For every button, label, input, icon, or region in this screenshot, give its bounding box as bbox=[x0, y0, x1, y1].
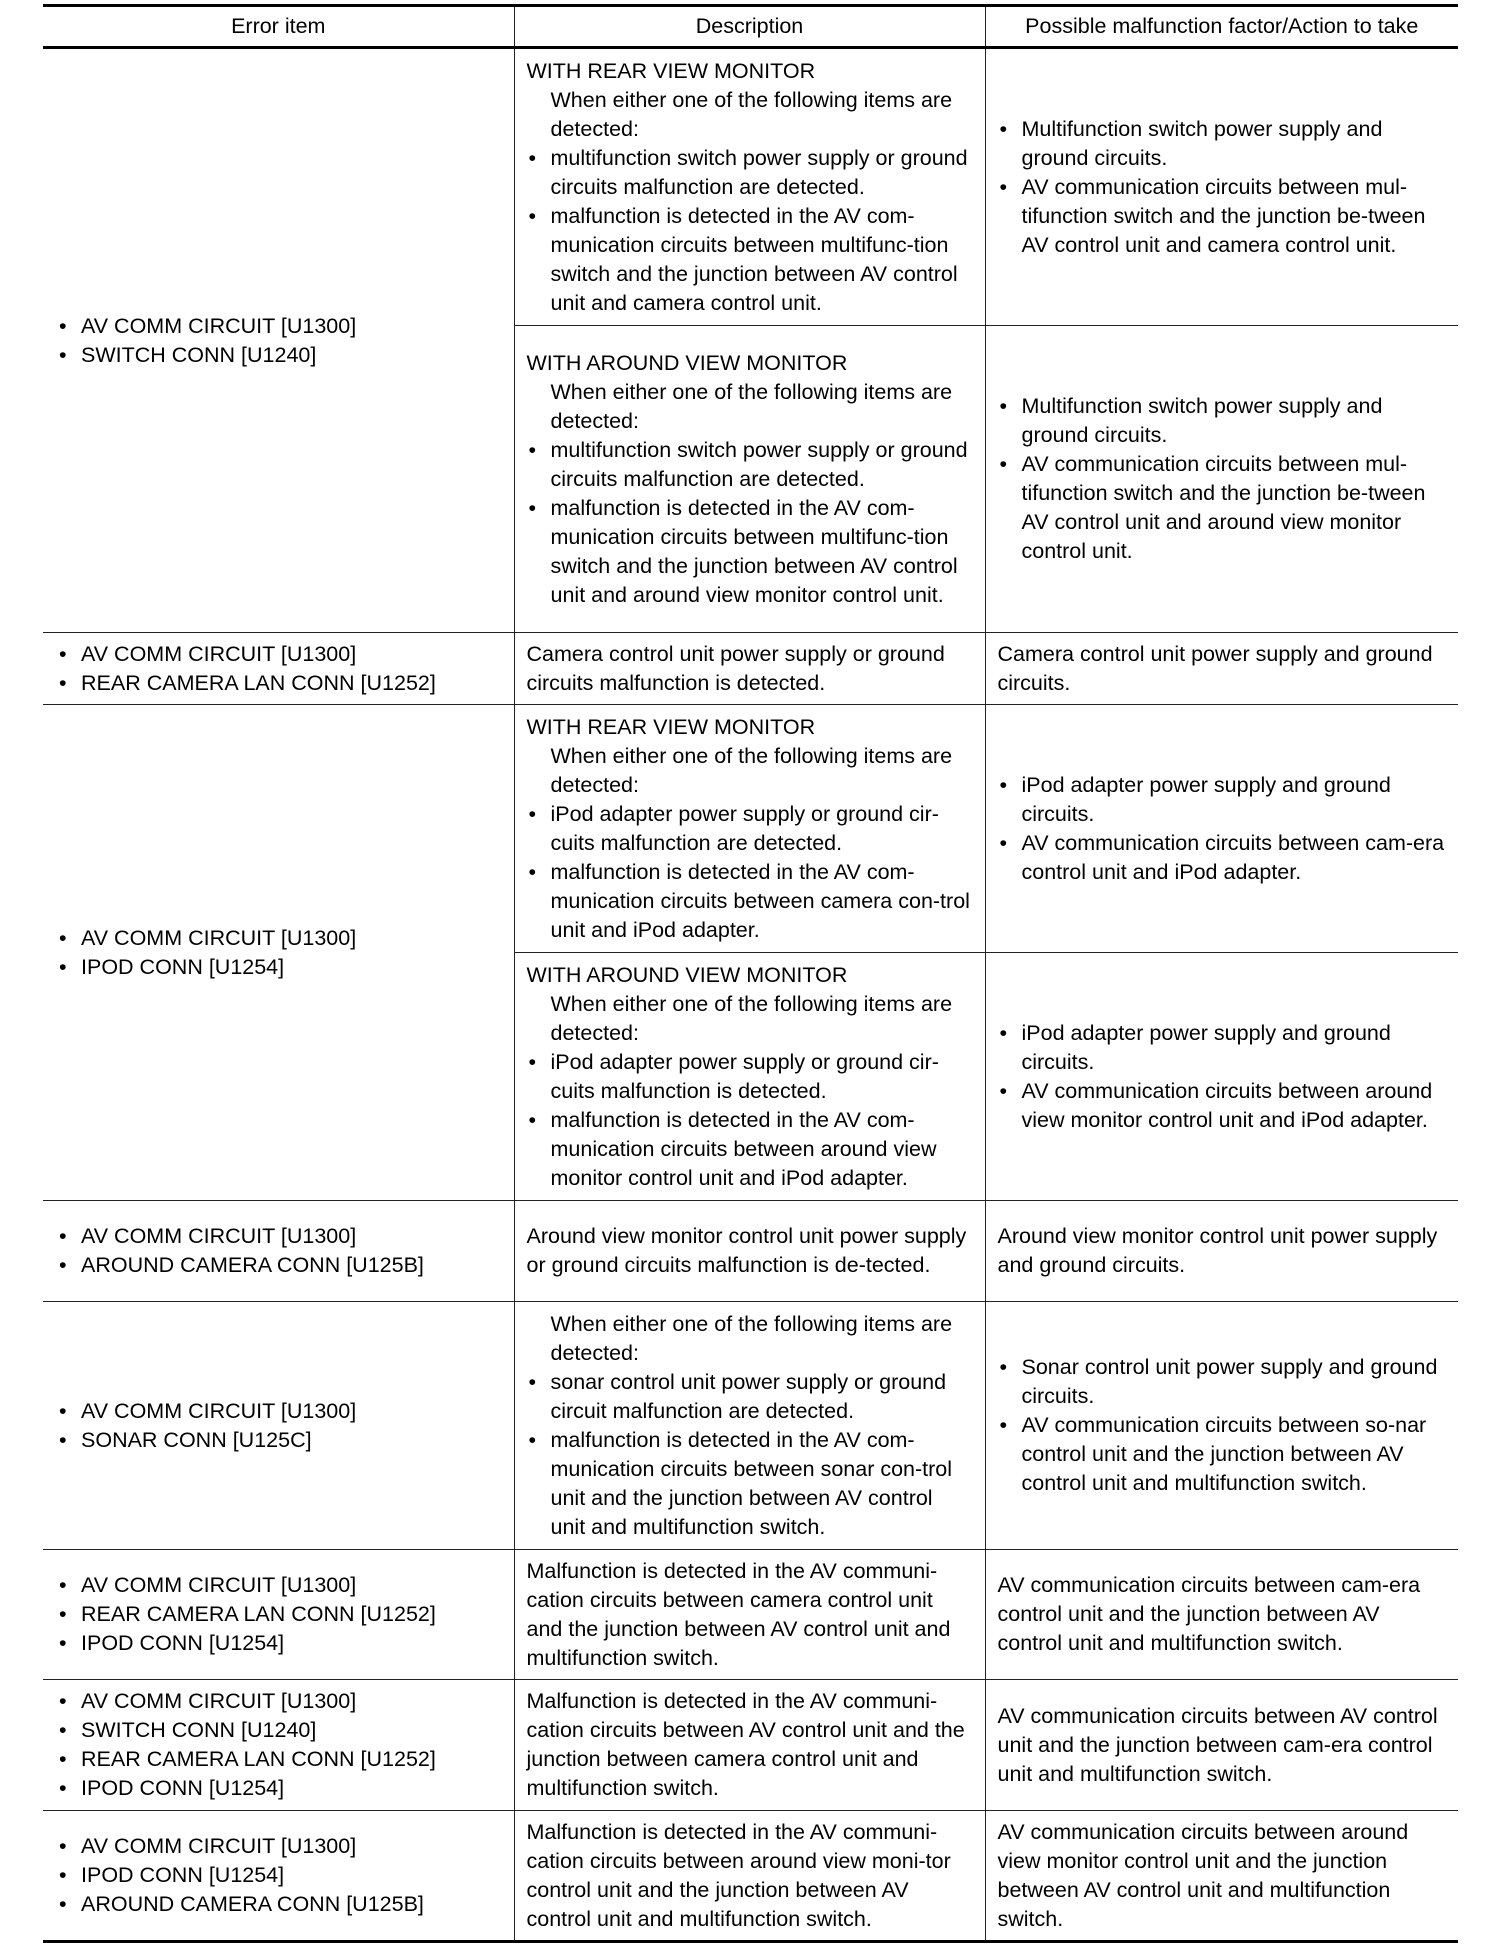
monitor-heading: WITH AROUND VIEW MONITOR bbox=[526, 962, 848, 987]
description-cell: Camera control unit power supply or ground circuits malfunction is detected. bbox=[514, 633, 985, 705]
action-bullet: • Sonar control unit power supply and ground circuits. bbox=[998, 1353, 1447, 1411]
action-bullet: • AV communication circuits between mul-tifunction switch and the junction be-tween AV control unit and around view monitor control unit. bbox=[998, 450, 1447, 566]
description-cell bbox=[514, 48, 985, 326]
error-code: • AROUND CAMERA CONN [U125B] bbox=[57, 1251, 502, 1280]
action-bullet: • Multifunction switch power supply and ground circuits. bbox=[998, 392, 1447, 450]
description-bullet: • iPod adapter power supply or ground cir-cuits malfunction are detected. bbox=[527, 800, 973, 858]
action-cell bbox=[985, 326, 1458, 633]
action-cell: AV communication circuits between around view monitor control unit and the junction between AV control unit and multifunction switch. bbox=[985, 1811, 1458, 1942]
header-action: Possible malfunction factor/Action to take bbox=[985, 6, 1458, 48]
action-bullet: • iPod adapter power supply and ground circuits. bbox=[998, 771, 1447, 829]
header-error-item: Error item bbox=[231, 14, 326, 38]
error-code: • AV COMM CIRCUIT [U1300] bbox=[57, 640, 502, 669]
error-item-cell bbox=[43, 705, 514, 1201]
description-bullet: • malfunction is detected in the AV com-munication circuits between sonar con-trol unit and the junction between AV control unit and multifunction switch. bbox=[527, 1426, 973, 1542]
action-bullet: • AV communication circuits between mul-tifunction switch and the junction be-tween AV control unit and camera control unit. bbox=[998, 173, 1447, 260]
action-cell bbox=[985, 1302, 1458, 1550]
description-cell bbox=[514, 953, 985, 1201]
description-bullet: • malfunction is detected in the AV com-munication circuits between multifunc-tion switch and the junction between AV control unit and around view monitor control unit. bbox=[527, 494, 973, 610]
table-row bbox=[43, 705, 1458, 953]
action-cell: AV communication circuits between AV control unit and the junction between cam-era control unit and multifunction switch. bbox=[985, 1680, 1458, 1811]
error-code: • AV COMM CIRCUIT [U1300] bbox=[57, 1687, 502, 1716]
error-code: • SWITCH CONN [U1240] bbox=[57, 1716, 502, 1745]
error-code: • IPOD CONN [U1254] bbox=[57, 1861, 502, 1890]
error-code: • AV COMM CIRCUIT [U1300] bbox=[57, 1397, 502, 1426]
description-intro: When either one of the following items are detected: bbox=[550, 991, 953, 1045]
error-code: • SONAR CONN [U125C] bbox=[57, 1426, 502, 1455]
action-bullet: • AV communication circuits between around view monitor control unit and iPod adapter. bbox=[998, 1077, 1447, 1135]
description-bullet: • multifunction switch power supply or ground circuits malfunction are detected. bbox=[527, 436, 973, 494]
error-code: • AV COMM CIRCUIT [U1300] bbox=[57, 312, 502, 341]
error-table-document bbox=[43, 4, 1458, 1943]
action-cell bbox=[985, 48, 1458, 326]
table-row bbox=[43, 1811, 1458, 1942]
error-item-cell bbox=[43, 1811, 514, 1942]
error-item-cell bbox=[43, 1302, 514, 1550]
table-row bbox=[43, 1302, 1458, 1550]
error-code: • IPOD CONN [U1254] bbox=[57, 1774, 502, 1803]
description-bullet: • multifunction switch power supply or ground circuits malfunction are detected. bbox=[527, 144, 973, 202]
error-code: • AV COMM CIRCUIT [U1300] bbox=[57, 1832, 502, 1861]
action-bullet: • iPod adapter power supply and ground circuits. bbox=[998, 1019, 1447, 1077]
description-bullet: • sonar control unit power supply or ground circuit malfunction are detected. bbox=[527, 1368, 973, 1426]
action-cell bbox=[985, 705, 1458, 953]
description-cell bbox=[514, 705, 985, 953]
table-row bbox=[43, 1550, 1458, 1680]
action-cell: Around view monitor control unit power supply and ground circuits. bbox=[985, 1201, 1458, 1302]
table-row bbox=[43, 633, 1458, 705]
table-row bbox=[43, 1201, 1458, 1302]
action-bullet: • AV communication circuits between so-nar control unit and the junction between AV control unit and multifunction switch. bbox=[998, 1411, 1447, 1498]
description-bullet: • iPod adapter power supply or ground cir-cuits malfunction is detected. bbox=[527, 1048, 973, 1106]
action-cell: AV communication circuits between cam-era control unit and the junction between AV control unit and multifunction switch. bbox=[985, 1550, 1458, 1680]
action-cell bbox=[985, 953, 1458, 1201]
error-item-cell bbox=[43, 1680, 514, 1811]
error-item-cell bbox=[43, 1201, 514, 1302]
error-code: • AV COMM CIRCUIT [U1300] bbox=[57, 1222, 502, 1251]
description-intro: When either one of the following items are detected: bbox=[550, 1311, 953, 1365]
action-bullet: • AV communication circuits between cam-era control unit and iPod adapter. bbox=[998, 829, 1447, 887]
description-intro: When either one of the following items are detected: bbox=[550, 379, 953, 433]
error-code: • REAR CAMERA LAN CONN [U1252] bbox=[57, 1745, 502, 1774]
error-item-cell bbox=[43, 48, 514, 633]
description-cell: Around view monitor control unit power supply or ground circuits malfunction is de-tected. bbox=[514, 1201, 985, 1302]
description-bullet: • malfunction is detected in the AV com-munication circuits between camera con-trol unit and iPod adapter. bbox=[527, 858, 973, 945]
description-cell bbox=[514, 326, 985, 633]
description-intro: When either one of the following items are detected: bbox=[550, 743, 953, 797]
table-row bbox=[43, 1680, 1458, 1811]
error-code: • IPOD CONN [U1254] bbox=[57, 1629, 502, 1658]
description-cell: Malfunction is detected in the AV communi-cation circuits between around view moni-tor control unit and the junction between AV control unit and multifunction switch. bbox=[514, 1811, 985, 1942]
error-code: • SWITCH CONN [U1240] bbox=[57, 341, 502, 370]
error-code: • AV COMM CIRCUIT [U1300] bbox=[57, 924, 502, 953]
table-header-row bbox=[43, 6, 1458, 48]
table-row bbox=[43, 48, 1458, 326]
description-intro: When either one of the following items are detected: bbox=[550, 87, 953, 141]
description-bullet: • malfunction is detected in the AV com-munication circuits between around view monitor control unit and iPod adapter. bbox=[527, 1106, 973, 1193]
error-item-cell bbox=[43, 1550, 514, 1680]
error-code: • REAR CAMERA LAN CONN [U1252] bbox=[57, 1600, 502, 1629]
error-code: • REAR CAMERA LAN CONN [U1252] bbox=[57, 669, 502, 698]
action-bullet: • Multifunction switch power supply and ground circuits. bbox=[998, 115, 1447, 173]
description-cell: Malfunction is detected in the AV communi-cation circuits between camera control unit and the junction between AV control unit and multifunction switch. bbox=[514, 1550, 985, 1680]
description-bullet: • malfunction is detected in the AV com-munication circuits between multifunc-tion switch and the junction between AV control unit and camera control unit. bbox=[527, 202, 973, 318]
monitor-heading: WITH REAR VIEW MONITOR bbox=[526, 58, 816, 83]
error-code: • IPOD CONN [U1254] bbox=[57, 953, 502, 982]
description-cell bbox=[514, 1302, 985, 1550]
error-item-cell bbox=[43, 633, 514, 705]
error-code: • AROUND CAMERA CONN [U125B] bbox=[57, 1890, 502, 1919]
error-table bbox=[43, 4, 1458, 1943]
description-cell: Malfunction is detected in the AV communi-cation circuits between AV control unit and the junction between camera control unit and multifunction switch. bbox=[514, 1680, 985, 1811]
monitor-heading: WITH AROUND VIEW MONITOR bbox=[526, 350, 848, 375]
action-cell: Camera control unit power supply and ground circuits. bbox=[985, 633, 1458, 705]
monitor-heading: WITH REAR VIEW MONITOR bbox=[526, 714, 816, 739]
header-description: Description bbox=[514, 6, 985, 48]
error-code: • AV COMM CIRCUIT [U1300] bbox=[57, 1571, 502, 1600]
